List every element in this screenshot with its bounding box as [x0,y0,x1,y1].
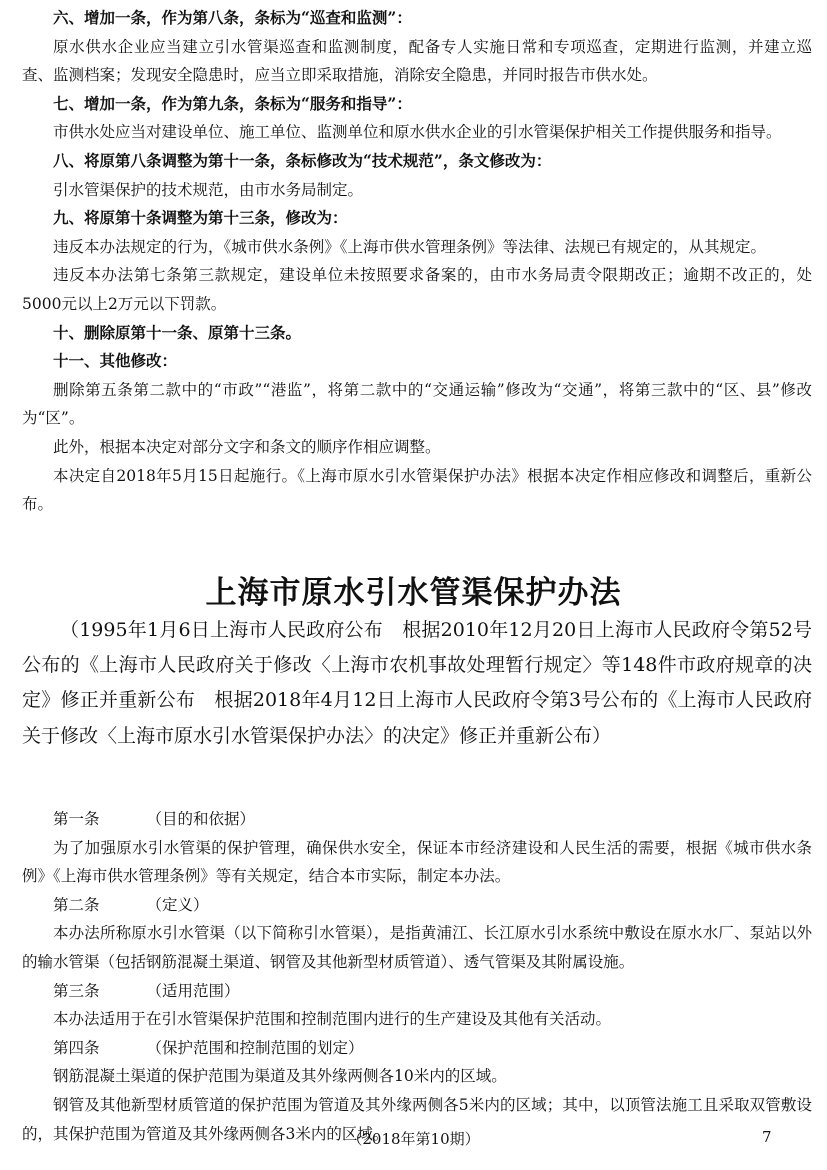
article-text: 钢管及其他新型材质管道的保护范围为管道及其外缘两侧各5米内的区域；其中，以顶管法施工且采取双管敷设的，其保护范围为管道及其外缘两侧各3米内的区域。 [22,1095,812,1143]
regulation-history: （1995年1月6日上海市人民政府公布 根据2010年12月20日上海市人民政府令第52号公布的《上海市人民政府关于修改〈上海市农机事故处理暂行规定〉等148件市政府规章的决定》修正并重新公布 根据2018年4月12日上海市人民政府令第3号公布的《上海市人民政府关于修改〈上海市原水引水管渠保护办法〉的决定》修正并重新公布） [22,619,812,747]
amendment-item11-heading: 十一、其他修改： [53,351,178,371]
article-subject: （适用范围） [146,981,240,1000]
article-subject: （保护范围和控制范围的划定） [146,1038,364,1057]
page-number: 7 [762,1128,772,1146]
article-heading [22,891,812,920]
article-text: 钢筋混凝土渠道的保护范围为渠道及其外缘两侧各10米内的区域。 [53,1067,507,1086]
amendment-item9-text2: 违反本办法第七条第三款规定，建设单位未按照要求备案的，由市水务局责令限期改正；逾期不改正的，处5000元以上2万元以下罚款。 [22,266,812,313]
article-heading [22,1034,812,1063]
amendment-effective-date: 本决定自2018年5月15日起施行。《上海市原水引水管渠保护办法》根据本决定作相应修改和调整后，重新公布。 [22,466,812,514]
regulation-articles [22,805,812,1148]
amendment-item11-text: 删除第五条第二款中的“市政”“港监”，将第二款中的“交通运输”修改为“交通”，将第三款中的“区、县”修改为“区”。 [22,380,812,428]
amendment-item8-text: 引水管渠保护的技术规范，由市水务局制定。 [53,180,364,199]
amendment-item8-heading: 八、将原第八条调整为第十一条，条标修改为“技术规范”，条文修改为： [53,150,552,170]
article-number: 第四条 [53,1038,100,1057]
amendment-note: 此外，根据本决定对部分文字和条文的顺序作相应调整。 [53,437,441,456]
amendment-item10-heading: 十、删除原第十一条、原第十三条。 [53,322,302,342]
amendment-section [22,4,812,519]
article-number: 第一条 [53,810,100,828]
amendment-item9-text1: 违反本办法规定的行为，《城市供水条例》《上海市供水管理条例》等法律、法规已有规定的，从其规定。 [53,237,767,256]
issue-label: （2018年第10期） [347,1130,480,1148]
article-text: 本办法所称原水引水管渠（以下简称引水管渠），是指黄浦江、长江原水引水系统中敷设在原水水厂、泵站以外的输水管渠（包括钢筋混凝土渠道、钢管及其他新型材质管道）、透气管渠及其附属设施。 [22,924,812,971]
amendment-item6-heading: 六、增加一条，作为第八条，条标为“巡查和监测”： [53,8,412,27]
amendment-item6-text: 原水供水企业应当建立引水管渠巡查和监测制度，配备专人实施日常和专项巡查，定期进行监测，并建立巡查、监测档案；发现安全隐患时，应当立即采取措施，消除安全隐患，并同时报告市供水处。 [22,37,812,85]
article-heading [22,805,812,834]
article-heading [22,977,812,1006]
article-number: 第二条 [53,895,100,914]
amendment-item7-heading: 七、增加一条，作为第九条，条标为“服务和指导”： [53,93,412,113]
article-text: 本办法适用于在引水管渠保护范围和控制范围内进行的生产建设及其他有关活动。 [53,1010,612,1029]
article-subject: （定义） [146,895,209,914]
regulation-title: 上海市原水引水管渠保护办法 [205,575,622,611]
article-subject: （目的和依据） [146,810,256,828]
amendment-item9-heading: 九、将原第十条调整为第十三条，修改为： [53,208,348,228]
amendment-item7-text: 市供水处应当对建设单位、施工单位、监测单位和原水供水企业的引水管渠保护相关工作提供服务和指导。 [53,123,782,142]
article-number: 第三条 [53,981,100,1000]
article-text: 为了加强原水引水管渠的保护管理，确保供水安全，保证本市经济建设和人民生活的需要，根据《城市供水条例》《上海市供水管理条例》等有关规定，结合本市实际，制定本办法。 [22,838,812,886]
